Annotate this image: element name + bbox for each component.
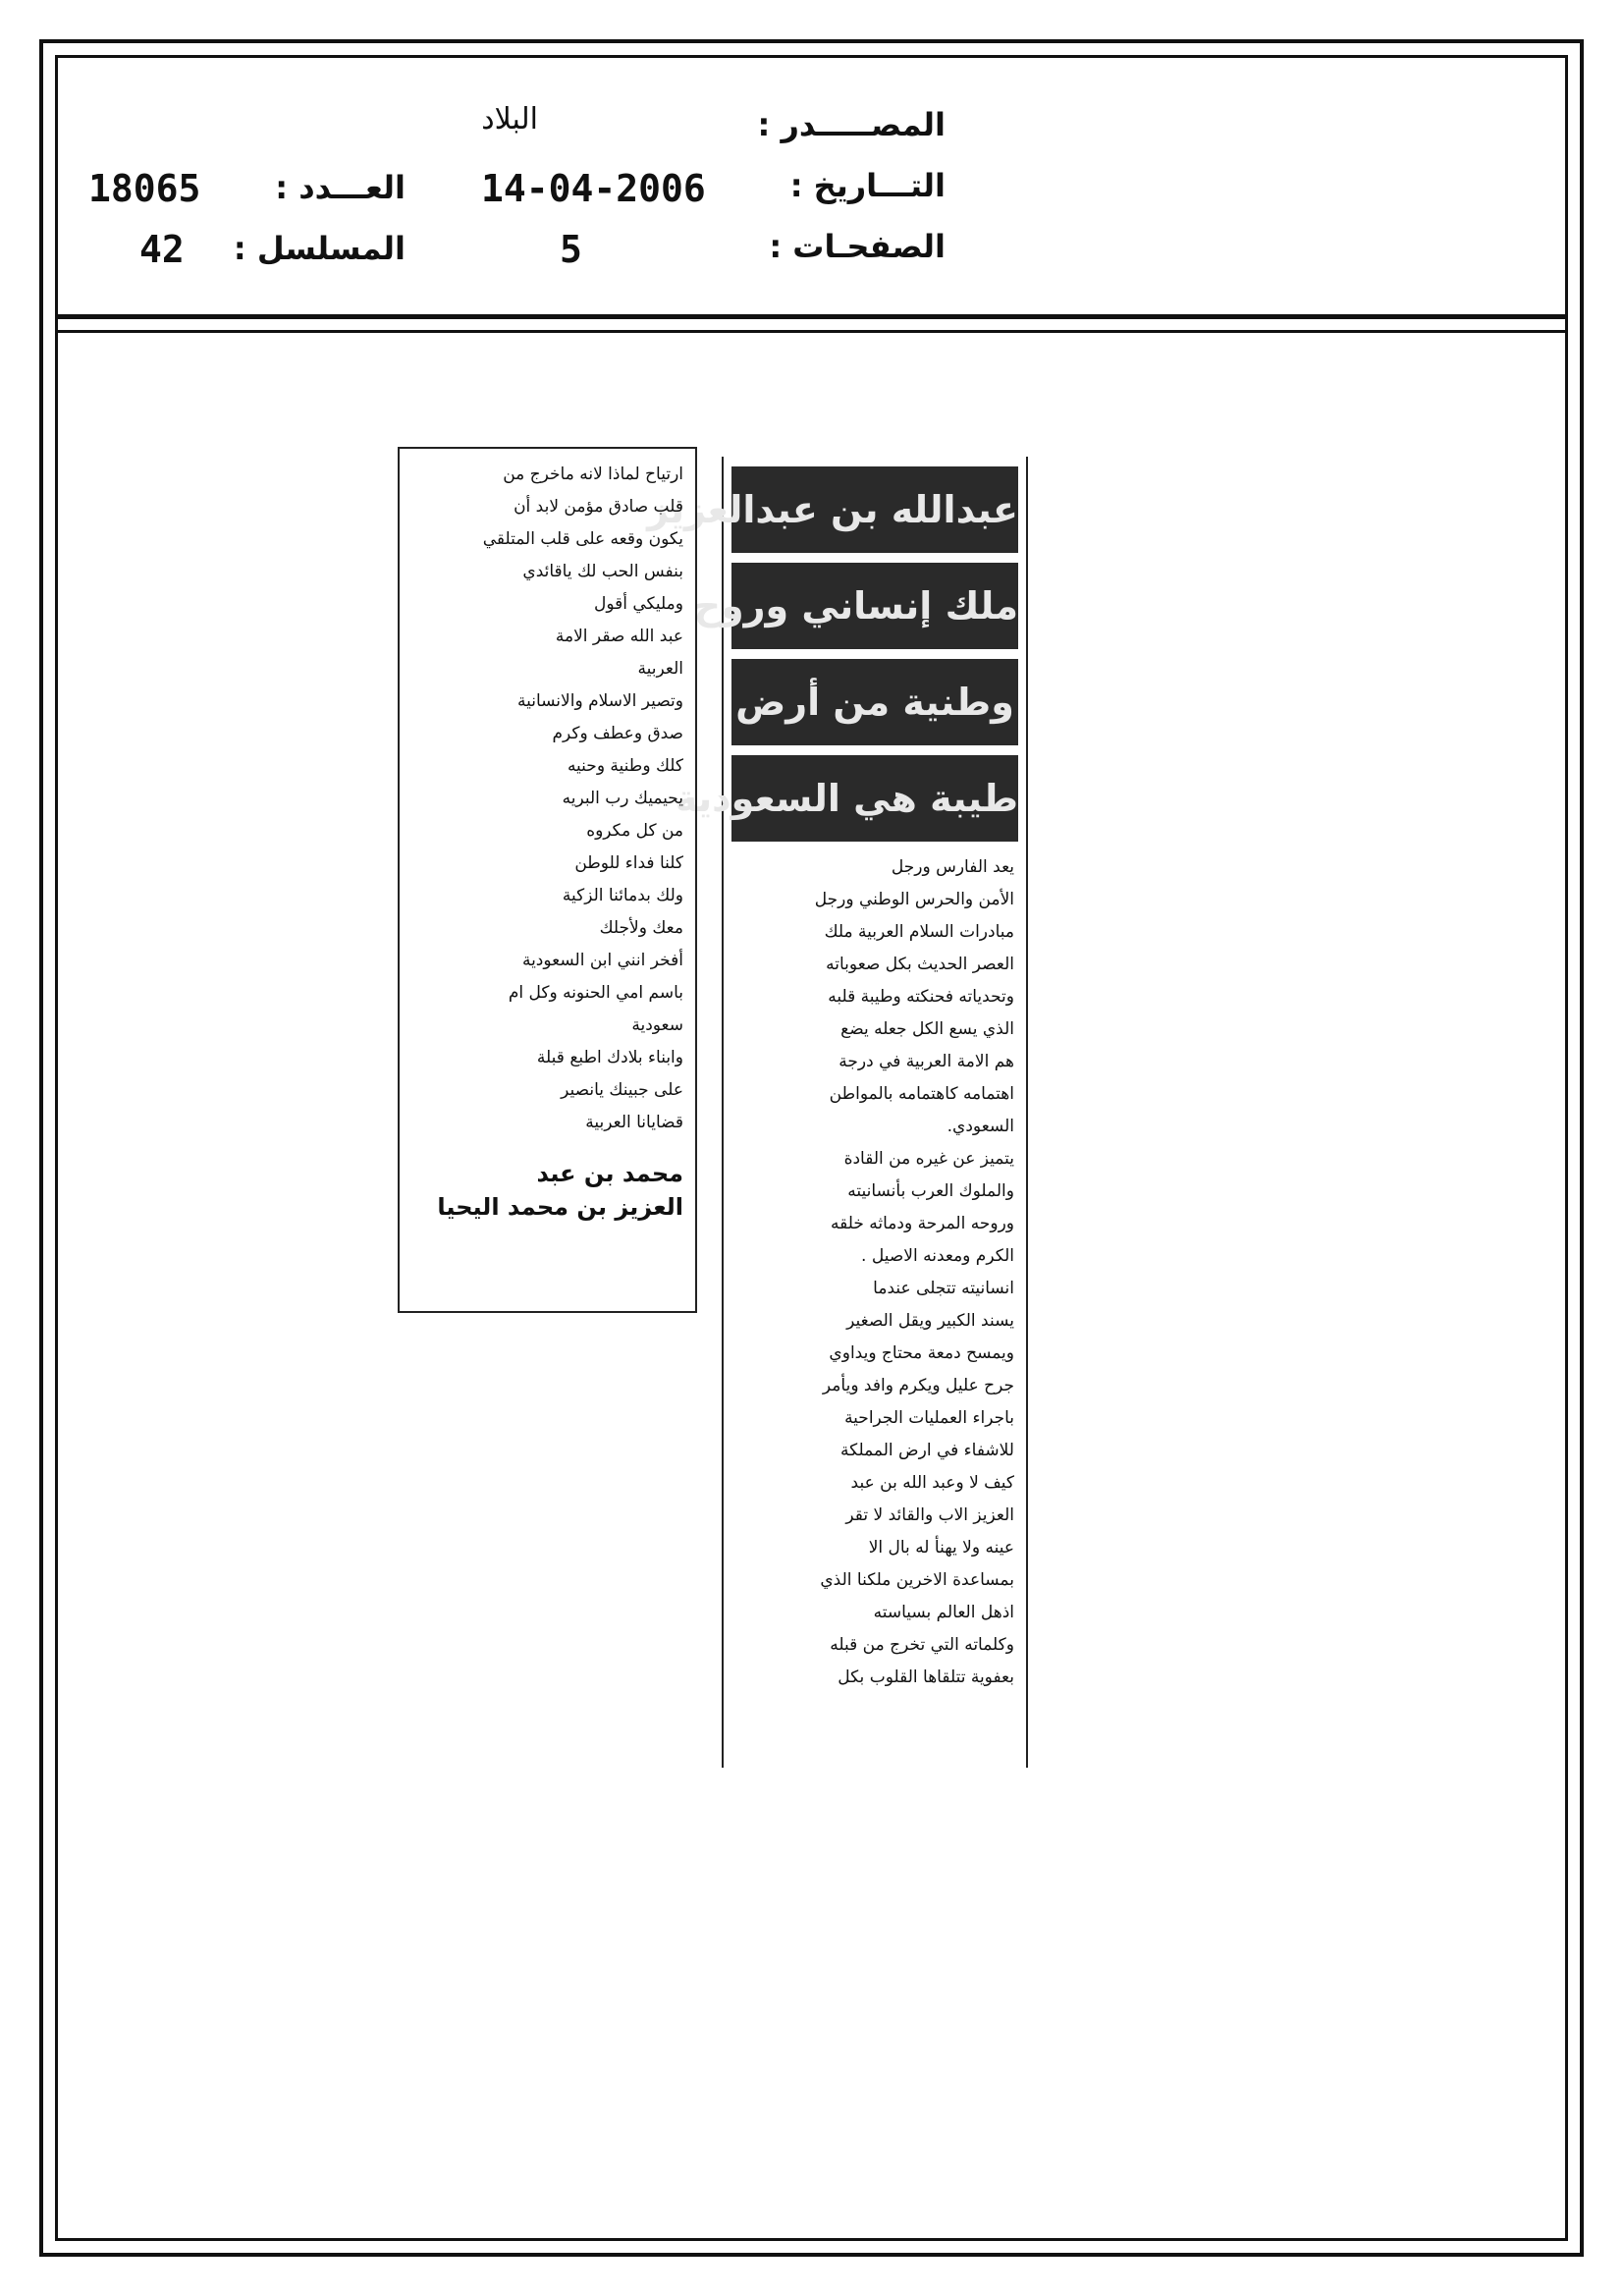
text-line: على جبينك يانصير [561, 1080, 683, 1100]
article-column-left [398, 447, 697, 1313]
text-line: ويمسح دمعة محتاج ويداوي [829, 1343, 1014, 1363]
text-line: اذهل العالم بسياسته [873, 1603, 1014, 1622]
text-line: يحيميك رب البريه [562, 789, 683, 808]
text-line: وروحه المرحة ودماثه خلقه [831, 1214, 1014, 1233]
text-line: وابناء بلادك اطبع قبلة [536, 1048, 683, 1067]
text-line: الكرم ومعدنه الاصيل . [861, 1246, 1014, 1266]
text-line: معك ولأجلك [599, 918, 683, 938]
text-line: بنفس الحب لك ياقائدي [522, 562, 683, 581]
text-line: بمساعدة الاخرين ملكنا الذي [820, 1570, 1014, 1590]
serial-value: 42 [139, 228, 185, 271]
headline-line: عبدالله بن عبدالعزيز [731, 466, 1018, 553]
pages-value: 5 [560, 228, 582, 271]
text-line: بعفوية تتلقاها القلوب بكل [838, 1667, 1014, 1687]
text-line: ارتياح لماذا لانه ماخرج من [503, 465, 683, 484]
text-line: اهتمامه كاهتمامه بالمواطن [829, 1084, 1014, 1104]
text-line: قضايانا العربية [585, 1113, 683, 1132]
text-line: وكلماته التي تخرج من قبله [830, 1635, 1014, 1655]
text-line: يكون وقعه على قلب المتلقي [482, 529, 683, 549]
article-column-right [647, 457, 1028, 1768]
text-line: للاشفاء في ارض المملكة [839, 1441, 1014, 1460]
text-line: باسم امي الحنونه وكل ام [508, 983, 683, 1003]
date-value: 14-04-2006 [481, 167, 706, 210]
text-line: قلب صادق مؤمن لابد أن [514, 497, 683, 517]
article-body-left [400, 449, 695, 1139]
article-body-right [724, 851, 1026, 1694]
issue-value: 18065 [88, 167, 201, 210]
text-line: انسانيته تتجلى عندما [873, 1279, 1014, 1298]
header-divider-thin [55, 330, 1568, 333]
text-line: مبادرات السلام العربية ملك [824, 922, 1014, 942]
author-name-line: محمد بن عبد [536, 1160, 683, 1187]
text-line: وتصير الاسلام والانسانية [516, 691, 683, 711]
text-line: السعودي. [947, 1117, 1014, 1136]
text-line: أفخر انني ابن السعودية [521, 951, 683, 970]
text-line: والملوك العرب بأنسانيته [847, 1181, 1014, 1201]
text-line: العصر الحديث بكل صعوباته [826, 955, 1014, 974]
author-signature [400, 1139, 695, 1224]
date-label: التـــاريخ : [789, 167, 946, 204]
author-name-line: العزيز بن محمد اليحيا [437, 1193, 683, 1221]
text-line: العربية [637, 659, 683, 679]
headline-line: طيبة هي السعودية [731, 755, 1018, 842]
text-line: عينه ولا يهنأ له بال الا [868, 1538, 1014, 1558]
text-line: هم الامة العربية في درجة [839, 1052, 1014, 1071]
text-line: من كل مكروه [586, 821, 683, 841]
text-line: ولك بدمائنا الزكية [562, 886, 683, 905]
issue-label: العـــدد : [275, 169, 406, 206]
text-line: العزيز الاب والقائد لا تقر [845, 1505, 1014, 1525]
text-line: باجراء العمليات الجراحية [844, 1408, 1014, 1428]
source-value: البلاد [481, 102, 538, 137]
source-label: المصـــــدر : [757, 106, 946, 143]
text-line: جرح عليل ويكرم وافد ويأمر [822, 1376, 1014, 1395]
serial-label: المسلسل : [233, 230, 406, 267]
headline-line: وطنية من أرض [731, 659, 1018, 745]
text-line: كلك وطنية وحنيه [567, 756, 683, 776]
pages-label: الصفحـات : [769, 228, 946, 265]
text-line: ومليكي أقول [593, 594, 683, 614]
text-line: يعد الفارس ورجل [891, 857, 1014, 877]
text-line: صدق وعطف وكرم [552, 724, 683, 743]
text-line: عبد الله صقر الامة [555, 627, 683, 646]
headline-line: ملك إنساني وروح [731, 563, 1018, 649]
header-divider [55, 314, 1568, 319]
text-line: الذي يسع الكل جعله يضع [840, 1019, 1014, 1039]
text-line: الأمن والحرس الوطني ورجل [814, 890, 1014, 909]
text-line: يتميز عن غيره من القادة [843, 1149, 1014, 1169]
text-line: وتحدياته فحنكته وطيبة قلبه [828, 987, 1014, 1007]
text-line: يسند الكبير ويقل الصغير [846, 1311, 1014, 1331]
text-line: كلنا فداء للوطن [574, 853, 683, 873]
text-line: كيف لا وعبد الله بن عبد [850, 1473, 1014, 1493]
text-line: سعودية [631, 1015, 683, 1035]
